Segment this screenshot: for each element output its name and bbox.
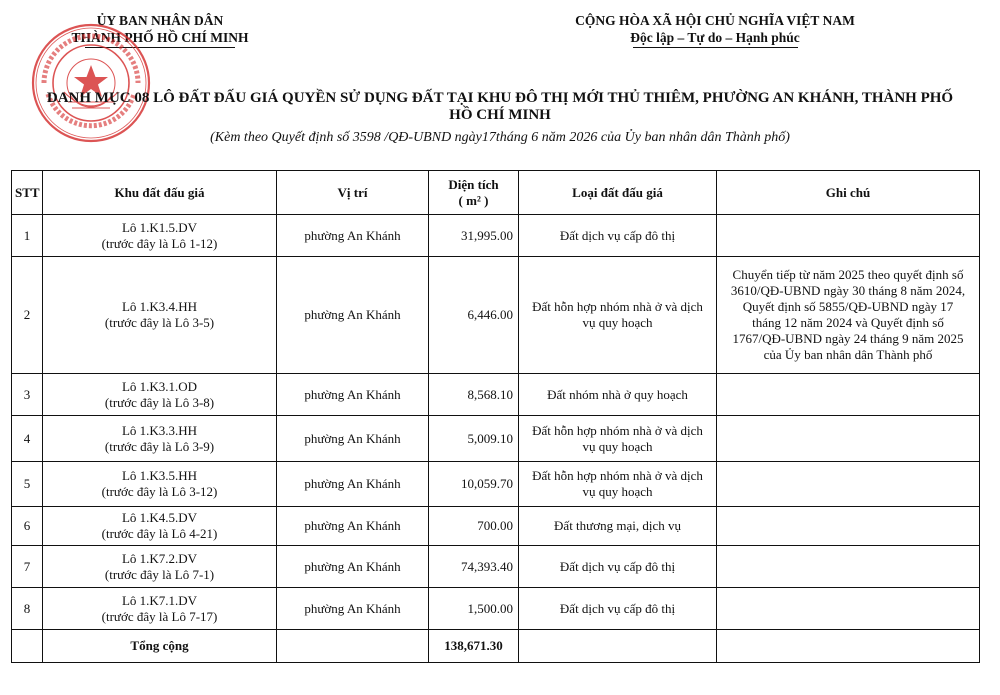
lot-code: Lô 1.K1.5.DV — [121, 219, 198, 235]
note-cell — [717, 374, 980, 416]
note-line: tháng 12 năm 2024 và Quyết định số — [752, 315, 944, 330]
land-type-line1: Đất dịch vụ cấp đô thị — [559, 558, 676, 574]
lot-cell — [43, 374, 277, 416]
area-cell: 700.00 — [429, 507, 519, 546]
land-type-cell — [519, 546, 717, 588]
title-line2: HỒ CHÍ MINH — [449, 107, 551, 123]
lot-cell — [43, 507, 277, 546]
area-cell: 8,568.10 — [429, 374, 519, 416]
table-row — [12, 588, 980, 630]
lot-code: Lô 1.K3.5.HH — [121, 468, 198, 483]
lot-former-code: (trước đây là Lô 7-1) — [104, 566, 215, 582]
location-cell: phường An Khánh — [277, 416, 429, 462]
location-cell: phường An Khánh — [277, 507, 429, 546]
total-row — [12, 630, 980, 663]
lot-former-code: (trước đây là Lô 3-8) — [104, 394, 215, 410]
location-cell: phường An Khánh — [277, 374, 429, 416]
note-line: của Ủy ban nhân dân Thành phố — [763, 347, 933, 362]
stt-cell: 6 — [12, 507, 43, 546]
land-type-cell — [519, 462, 717, 507]
table-row — [12, 416, 980, 462]
table-row — [12, 374, 980, 416]
lot-cell — [43, 462, 277, 507]
total-location-cell — [277, 630, 429, 663]
lot-cell — [43, 588, 277, 630]
land-type-line1: Đất nhóm nhà ở quy hoạch — [547, 386, 688, 402]
col-header-area — [429, 171, 519, 215]
note-cell — [717, 215, 980, 257]
lot-code: Lô 1.K3.3.HH — [121, 422, 198, 438]
col-header-stt: STT — [12, 171, 43, 215]
lot-code: Lô 1.K7.2.DV — [121, 550, 198, 566]
note-line: 3610/QĐ-UBND ngày 30 tháng 8 năm 2024, — [730, 283, 966, 298]
total-area: 138,671.30 — [429, 630, 519, 663]
location-cell: phường An Khánh — [277, 257, 429, 374]
lot-cell — [43, 257, 277, 374]
col-header-type: Loại đất đấu giá — [519, 171, 717, 215]
title-line1: DANH MỤC 08 LÔ ĐẤT ĐẤU GIÁ QUYỀN SỬ DỤNG ĐẤT TẠI KHU ĐÔ THỊ MỚI THỦ THIÊM, PHƯỜNG AN KHÁNH, THÀNH PHỐ — [46, 90, 954, 106]
land-type-line1: Đất dịch vụ cấp đô thị — [559, 227, 676, 243]
lot-code: Lô 1.K3.1.OD — [121, 378, 198, 394]
stt-cell: 1 — [12, 215, 43, 257]
land-type-cell — [519, 215, 717, 257]
land-type-line2: vụ quy hoạch — [582, 438, 653, 454]
issuer-line2: THÀNH PHỐ HỒ CHÍ MINH — [71, 30, 249, 45]
col-header-location: Vị trí — [277, 171, 429, 215]
land-type-cell — [519, 416, 717, 462]
table-row — [12, 462, 980, 507]
lot-former-code: (trước đây là Lô 4-21) — [101, 526, 218, 541]
area-cell: 10,059.70 — [429, 462, 519, 507]
total-type-cell — [519, 630, 717, 663]
land-type-line2: vụ quy hoạch — [582, 484, 653, 499]
note-line: Quyết định số 5855/QĐ-UBND ngày 17 — [742, 299, 954, 314]
col-header-note: Ghi chú — [717, 171, 980, 215]
total-note-cell — [717, 630, 980, 663]
location-cell: phường An Khánh — [277, 215, 429, 257]
table-row — [12, 215, 980, 257]
document-subtitle: (Kèm theo Quyết định số 3598 /QĐ-UBND ngày17tháng 6 năm 2026 của Ủy ban nhân dân Thành phố) — [210, 130, 790, 145]
note-line: Chuyển tiếp từ năm 2025 theo quyết định số — [732, 267, 964, 282]
auction-lots-table — [11, 170, 980, 663]
lot-code: Lô 1.K4.5.DV — [121, 510, 198, 525]
issuer-line1: ỦY BAN NHÂN DÂN — [96, 13, 224, 28]
motto: Độc lập – Tự do – Hạnh phúc — [630, 30, 800, 45]
land-type-cell — [519, 507, 717, 546]
note-cell — [717, 507, 980, 546]
total-label: Tổng cộng — [43, 630, 277, 663]
stt-cell: 2 — [12, 257, 43, 374]
note-line: 1767/QĐ-UBND ngày 24 tháng 9 năm 2025 — [732, 331, 964, 346]
lot-cell — [43, 546, 277, 588]
lot-former-code: (trước đây là Lô 1-12) — [101, 235, 218, 251]
stt-cell: 7 — [12, 546, 43, 588]
motto-underline — [633, 47, 798, 48]
land-type-cell — [519, 257, 717, 374]
area-cell: 5,009.10 — [429, 416, 519, 462]
lot-former-code: (trước đây là Lô 7-17) — [101, 608, 218, 624]
lot-code: Lô 1.K7.1.DV — [121, 592, 198, 608]
area-cell: 31,995.00 — [429, 215, 519, 257]
lot-former-code: (trước đây là Lô 3-9) — [104, 438, 215, 454]
stt-cell: 8 — [12, 588, 43, 630]
land-type-cell — [519, 374, 717, 416]
lot-former-code: (trước đây là Lô 3-5) — [104, 315, 215, 330]
area-header-line1: Diện tích — [448, 176, 499, 192]
land-type-cell — [519, 588, 717, 630]
table-row — [12, 546, 980, 588]
lot-cell — [43, 416, 277, 462]
land-type-line1: Đất thương mại, dịch vụ — [554, 518, 681, 533]
location-cell: phường An Khánh — [277, 588, 429, 630]
official-seal-icon — [30, 22, 152, 144]
note-cell — [717, 546, 980, 588]
land-type-line1: Đất hỗn hợp nhóm nhà ở và dịch — [532, 468, 703, 483]
table-row — [12, 507, 980, 546]
location-cell: phường An Khánh — [277, 462, 429, 507]
land-type-line1: Đất hỗn hợp nhóm nhà ở và dịch — [532, 299, 703, 314]
lot-code: Lô 1.K3.4.HH — [121, 299, 198, 314]
lot-cell — [43, 215, 277, 257]
note-cell — [717, 416, 980, 462]
note-cell — [717, 588, 980, 630]
land-type-line2: vụ quy hoạch — [582, 315, 653, 330]
note-cell — [717, 257, 980, 374]
note-cell — [717, 462, 980, 507]
land-type-line1: Đất hỗn hợp nhóm nhà ở và dịch — [532, 422, 703, 438]
table-row — [12, 257, 980, 374]
national-motto-header — [515, 12, 915, 48]
stt-cell: 3 — [12, 374, 43, 416]
location-cell: phường An Khánh — [277, 546, 429, 588]
area-cell: 6,446.00 — [429, 257, 519, 374]
total-stt-cell — [12, 630, 43, 663]
area-cell: 74,393.40 — [429, 546, 519, 588]
col-header-lot: Khu đất đấu giá — [43, 171, 277, 215]
stt-cell: 5 — [12, 462, 43, 507]
lot-former-code: (trước đây là Lô 3-12) — [101, 484, 218, 499]
area-cell: 1,500.00 — [429, 588, 519, 630]
area-header-line2: ( m² ) — [458, 192, 489, 208]
document-title — [10, 90, 990, 124]
land-type-line1: Đất dịch vụ cấp đô thị — [559, 600, 676, 616]
country-name: CỘNG HÒA XÃ HỘI CHỦ NGHĨA VIỆT NAM — [575, 13, 855, 28]
table-header-row — [12, 171, 980, 215]
stt-cell: 4 — [12, 416, 43, 462]
